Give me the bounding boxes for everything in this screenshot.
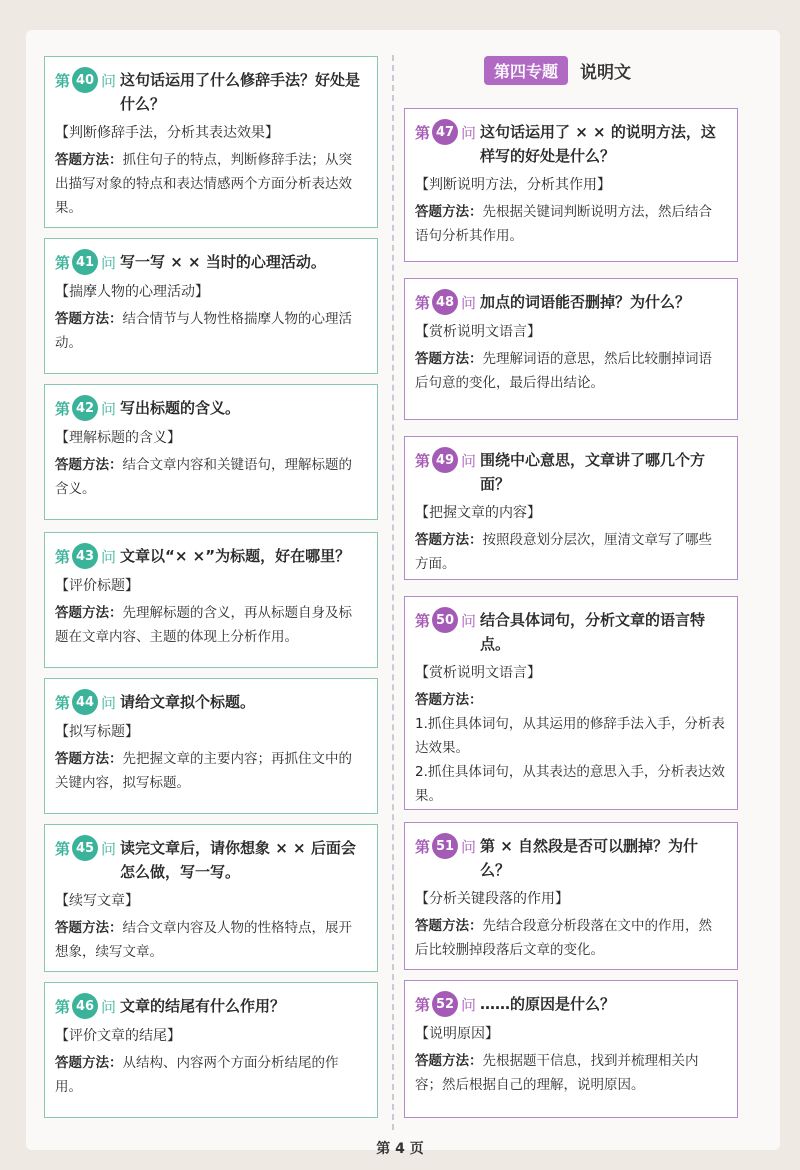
- question-text: 文章以“× ×”为标题，好在哪里？: [120, 547, 351, 565]
- question-text: 这句话运用了 × × 的说明方法，这样写的好处是什么？: [480, 123, 716, 165]
- question-badge: 第 45 问: [55, 835, 116, 861]
- question-badge: 第 43 问: [55, 543, 116, 569]
- answer-method: 答题方法：从结构、内容两个方面分析结尾的作用。: [55, 1055, 339, 1095]
- question-card-44: [44, 678, 378, 814]
- answer-method: 答题方法：先结合段意分析段落在文中的作用，然后比较删掉段落后文章的变化。: [415, 918, 712, 958]
- answer-item: 1.抓住具体词句，从其运用的修辞手法入手，分析表达效果。: [415, 716, 725, 756]
- question-category: 【拟写标题】: [55, 724, 139, 740]
- question-badge: 第 49 问: [415, 447, 476, 473]
- question-text: ……的原因是什么？: [480, 995, 616, 1013]
- answer-method: 答题方法：结合文章内容和关键语句，理解标题的含义。: [55, 457, 352, 497]
- question-text: 读完文章后，请你想象 × × 后面会怎么做，写一写。: [120, 839, 356, 881]
- question-badge: 第 47 问: [415, 119, 476, 145]
- question-text: 写一写 × × 当时的心理活动。: [120, 253, 326, 271]
- answer-method: 答题方法：先根据题干信息，找到并梳理相关内容；然后根据自己的理解，说明原因。: [415, 1053, 699, 1093]
- question-category: 【赏析说明文语言】: [415, 665, 541, 681]
- question-badge: 第 40 问: [55, 67, 116, 93]
- question-card-42: [44, 384, 378, 520]
- question-card-46: [44, 982, 378, 1118]
- topic-header: [484, 56, 631, 85]
- question-text: 第 × 自然段是否可以删掉？为什么？: [480, 837, 699, 879]
- question-badge: 第 50 问: [415, 607, 476, 633]
- question-text: 围绕中心意思，文章讲了哪几个方面？: [480, 451, 706, 493]
- question-text: 结合具体词句，分析文章的语言特点。: [480, 611, 706, 653]
- question-card-49: [404, 436, 738, 580]
- topic-label: 第四专题: [484, 56, 568, 85]
- question-card-47: [404, 108, 738, 262]
- question-text: 加点的词语能否删掉？为什么？: [480, 293, 691, 311]
- answer-method: 答题方法：先根据关键词判断说明方法，然后结合语句分析其作用。: [415, 204, 712, 244]
- question-category: 【分析关键段落的作用】: [415, 891, 569, 907]
- answer-method: 答题方法：先把握文章的主要内容；再抓住文中的关键内容，拟写标题。: [55, 751, 352, 791]
- question-badge: 第 46 问: [55, 993, 116, 1019]
- topic-title: 说明文: [580, 63, 632, 83]
- answer-method: 答题方法：按照段意划分层次，厘清文章写了哪些方面。: [415, 532, 712, 572]
- question-text: 写出标题的含义。: [120, 399, 241, 417]
- question-category: 【揣摩人物的心理活动】: [55, 284, 209, 300]
- question-category: 【评价标题】: [55, 578, 139, 594]
- question-card-41: [44, 238, 378, 374]
- question-category: 【把握文章的内容】: [415, 505, 541, 521]
- answer-method: 答题方法：结合情节与人物性格揣摩人物的心理活动。: [55, 311, 352, 351]
- answer-method: 答题方法：先理解词语的意思，然后比较删掉词语后句意的变化，最后得出结论。: [415, 351, 712, 391]
- question-text: 这句话运用了什么修辞手法？好处是什么？: [120, 71, 361, 113]
- page-number: 第 4 页: [376, 1141, 424, 1157]
- question-category: 【续写文章】: [55, 893, 139, 909]
- question-category: 【赏析说明文语言】: [415, 324, 541, 340]
- question-badge: 第 52 问: [415, 991, 476, 1017]
- column-divider: [392, 55, 394, 1130]
- question-category: 【判断说明方法，分析其作用】: [415, 177, 611, 193]
- question-card-51: [404, 822, 738, 970]
- question-card-40: [44, 56, 378, 228]
- answer-item: 2.抓住具体词句，从其表达的意思入手，分析表达效果。: [415, 764, 725, 804]
- question-card-43: [44, 532, 378, 668]
- question-badge: 第 48 问: [415, 289, 476, 315]
- answer-method: 答题方法： 1.抓住具体词句，从其运用的修辞手法入手，分析表达效果。 2.抓住具体词句，从其表达的意思入手，分析表达效果。: [415, 688, 725, 808]
- question-text: 请给文章拟个标题。: [120, 693, 256, 711]
- answer-method: 答题方法：先理解标题的含义，再从标题自身及标题在文章内容、主题的体现上分析作用。: [55, 605, 352, 645]
- question-category: 【评价文章的结尾】: [55, 1028, 181, 1044]
- question-card-50: [404, 596, 738, 810]
- question-badge: 第 44 问: [55, 689, 116, 715]
- answer-method: 答题方法：抓住句子的特点，判断修辞手法；从突出描写对象的特点和表达情感两个方面分析表达效果。: [55, 152, 352, 216]
- question-text: 文章的结尾有什么作用？: [120, 997, 286, 1015]
- question-badge: 第 51 问: [415, 833, 476, 859]
- question-category: 【说明原因】: [415, 1026, 499, 1042]
- question-card-52: [404, 980, 738, 1118]
- question-category: 【判断修辞手法，分析其表达效果】: [55, 125, 279, 141]
- question-badge: 第 42 问: [55, 395, 116, 421]
- answer-method: 答题方法：结合文章内容及人物的性格特点，展开想象，续写文章。: [55, 920, 352, 960]
- question-card-45: [44, 824, 378, 972]
- question-badge: 第 41 问: [55, 249, 116, 275]
- question-card-48: [404, 278, 738, 420]
- question-category: 【理解标题的含义】: [55, 430, 181, 446]
